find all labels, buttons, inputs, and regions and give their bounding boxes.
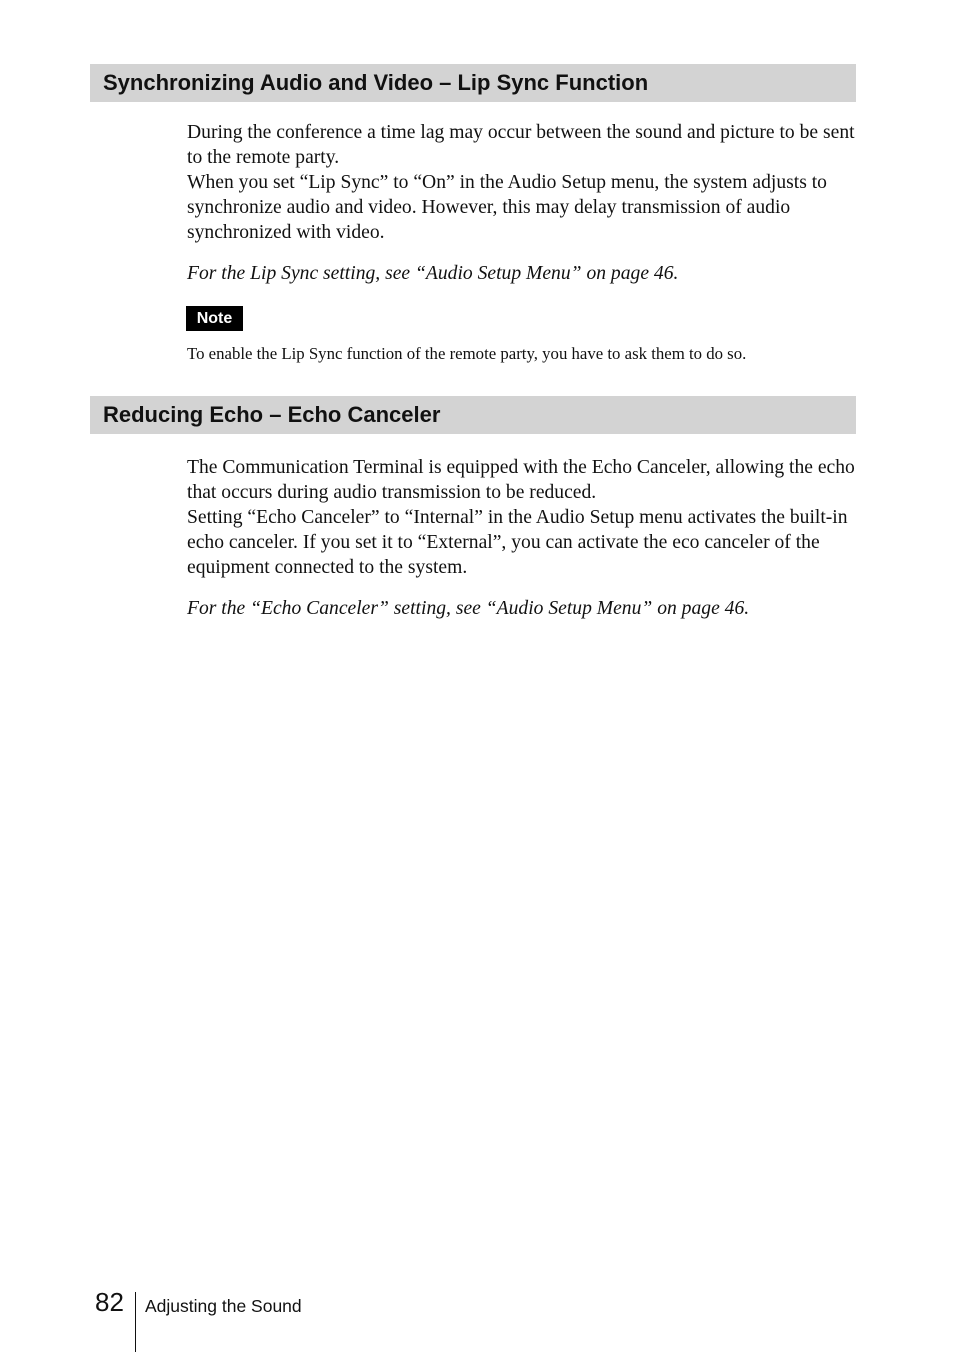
section-heading-echo-canceler xyxy=(90,396,856,434)
footer-section-title: Adjusting the Sound xyxy=(145,1296,302,1316)
note-badge xyxy=(186,306,243,331)
footer-divider xyxy=(135,1292,136,1352)
lip-sync-paragraph-1: During the conference a time lag may occur between the sound and picture to be sent to the remote party. xyxy=(187,122,855,168)
lip-sync-paragraph-2: When you set “Lip Sync” to “On” in the Audio Setup menu, the system adjusts to synchronize audio and video. However, this may delay transmission of audio synchronized with video. xyxy=(187,172,827,243)
section-heading-lip-sync xyxy=(90,64,856,102)
section-heading-echo-canceler-text: Reducing Echo – Echo Canceler xyxy=(103,402,441,427)
section-heading-lip-sync-text: Synchronizing Audio and Video – Lip Sync Function xyxy=(103,70,649,95)
page-number: 82 xyxy=(95,1287,124,1317)
echo-canceler-body xyxy=(187,455,859,580)
echo-canceler-paragraph-1: The Communication Terminal is equipped with the Echo Canceler, allowing the echo that occurs during audio transmission to be reduced. xyxy=(187,457,855,503)
note-text: To enable the Lip Sync function of the remote party, you have to ask them to do so. xyxy=(187,344,747,363)
echo-canceler-reference: For the “Echo Canceler” setting, see “Audio Setup Menu” on page 46. xyxy=(187,598,750,619)
lip-sync-body xyxy=(187,120,859,245)
echo-canceler-paragraph-2: Setting “Echo Canceler” to “Internal” in the Audio Setup menu activates the built-in echo canceler. If you set it to “External”, you can activate the eco canceler of the equipment connected to the system. xyxy=(187,507,848,578)
note-badge-label: Note xyxy=(196,309,233,327)
lip-sync-reference: For the Lip Sync setting, see “Audio Setup Menu” on page 46. xyxy=(187,263,679,284)
